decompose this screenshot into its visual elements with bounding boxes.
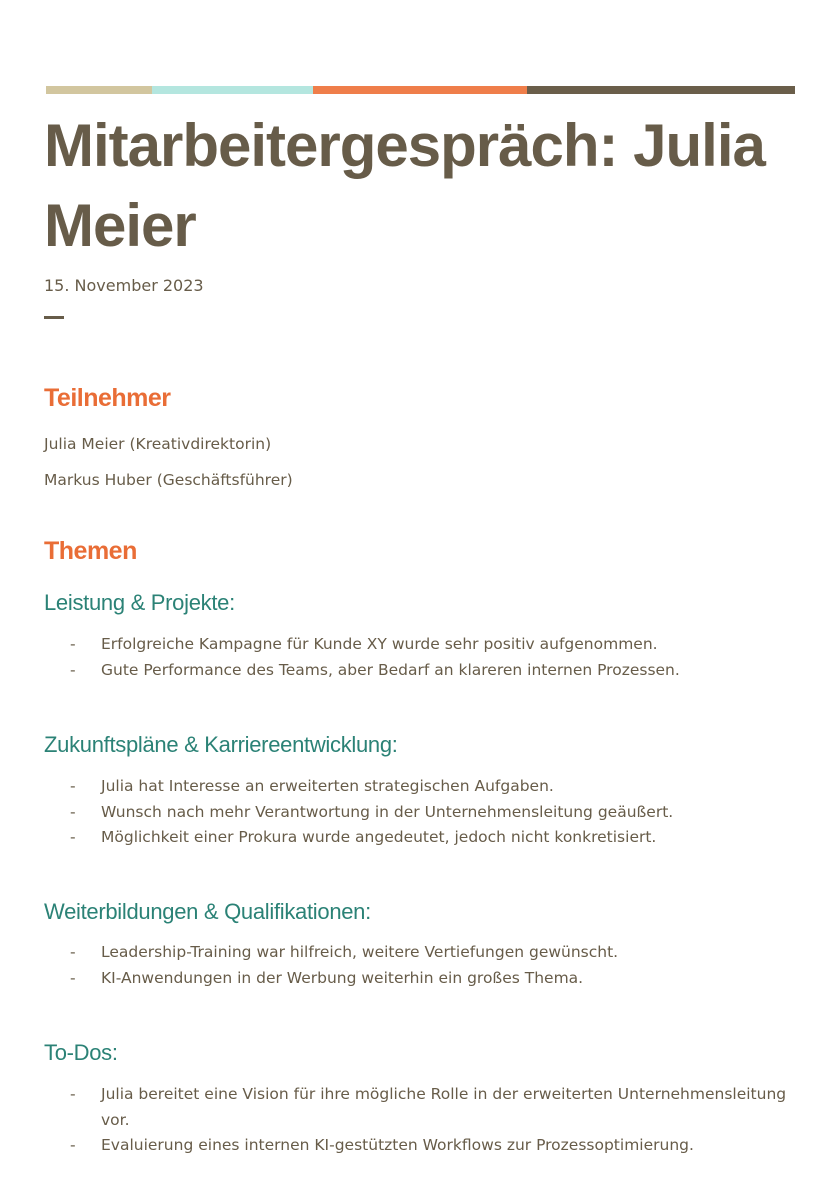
- section-heading-career: Zukunftspläne & Karriereentwicklung:: [44, 732, 398, 757]
- section-list-performance: [44, 632, 796, 683]
- list-item: - Erfolgreiche Kampagne für Kunde XY wurde sehr positiv aufgenommen.: [44, 632, 796, 658]
- participant-item: Julia Meier (Kreativdirektorin): [44, 435, 272, 453]
- color-bar-segment-orange: [313, 86, 527, 94]
- participant-item: Markus Huber (Geschäftsführer): [44, 471, 293, 489]
- list-bullet: -: [70, 1085, 76, 1103]
- color-bar-segment-beige: [46, 86, 152, 94]
- list-item: - Wunsch nach mehr Verantwortung in der Unternehmensleitung geäußert.: [44, 800, 796, 826]
- list-bullet: -: [70, 777, 76, 795]
- list-item: - Möglichkeit einer Prokura wurde angedeutet, jedoch nicht konkretisiert.: [44, 825, 796, 851]
- document-title: Mitarbeitergespräch: Julia Meier: [44, 112, 765, 259]
- document-date: 15. November 2023: [44, 276, 204, 295]
- list-bullet: -: [70, 828, 76, 846]
- section-list-todos: [44, 1082, 796, 1159]
- color-bar-segment-brown: [527, 86, 795, 94]
- list-item: - KI-Anwendungen in der Werbung weiterhin ein großes Thema.: [44, 966, 796, 992]
- list-bullet: -: [70, 635, 76, 653]
- section-heading-performance: Leistung & Projekte:: [44, 590, 235, 615]
- list-item: - Leadership-Training war hilfreich, weitere Vertiefungen gewünscht.: [44, 940, 796, 966]
- section-heading-training: Weiterbildungen & Qualifikationen:: [44, 899, 371, 924]
- participants-heading: Teilnehmer: [44, 384, 171, 412]
- list-bullet: -: [70, 802, 76, 821]
- list-bullet: -: [70, 943, 76, 961]
- list-bullet: -: [70, 968, 76, 987]
- section-list-career: [44, 774, 796, 851]
- list-bullet: -: [70, 1136, 76, 1154]
- section-heading-todos: To-Dos:: [44, 1040, 118, 1065]
- list-bullet: -: [70, 660, 76, 679]
- section-list-training: [44, 940, 796, 991]
- topics-heading: Themen: [44, 537, 137, 565]
- list-item: - Gute Performance des Teams, aber Bedarf an klareren internen Prozessen.: [44, 658, 796, 684]
- list-item: - Julia bereitet eine Vision für ihre mögliche Rolle in der erweiterten Unternehmensleitung vor.: [44, 1082, 796, 1133]
- title-divider: [44, 316, 64, 319]
- color-bar-segment-mint: [152, 86, 313, 94]
- list-item: - Julia hat Interesse an erweiterten strategischen Aufgaben.: [44, 774, 796, 800]
- header-color-bar: [46, 86, 795, 94]
- list-item: - Evaluierung eines internen KI-gestützten Workflows zur Prozessoptimierung.: [44, 1133, 796, 1159]
